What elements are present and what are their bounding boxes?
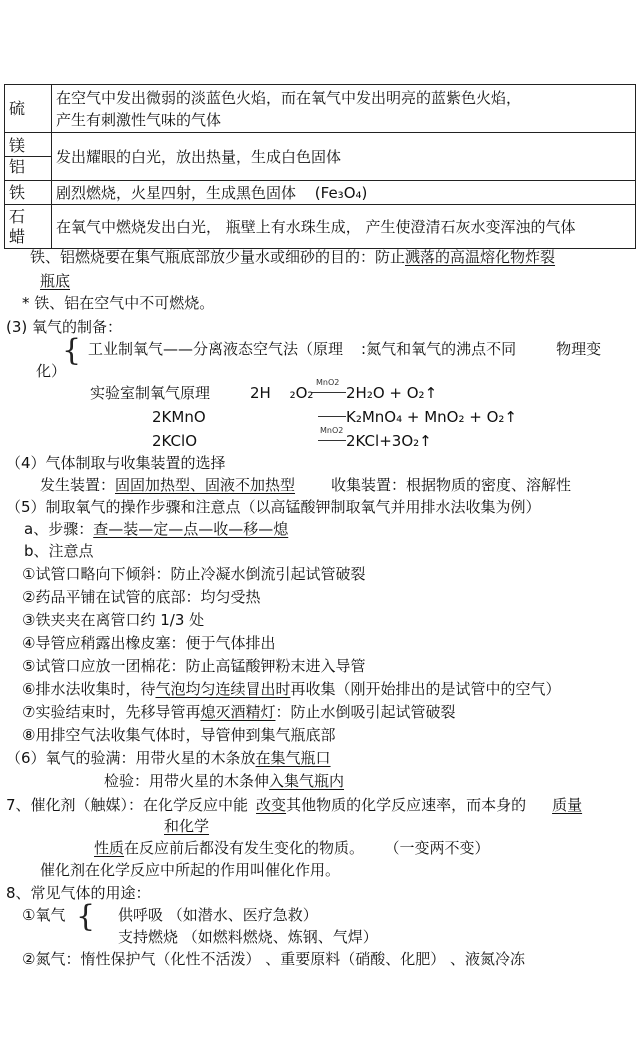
text: ⑦实验结束时，先移导管再 [22, 703, 201, 721]
list-item: ⑧用排空气法收集气体时，导管伸到集气瓶底部 [22, 726, 336, 744]
list-item: ①试管口略向下倾斜：防止冷凝水倒流引起试管破裂 [22, 565, 366, 583]
description-line: 在空气中发出微弱的淡蓝色火焰，而在氧气中发出明亮的蓝紫色火焰， [56, 88, 522, 107]
eq-text: ₂O₂ [289, 384, 314, 402]
description-cell [52, 181, 636, 205]
element-char: 石 [9, 206, 26, 226]
description-cell [52, 85, 636, 133]
list-item: ⑤试管口应放一团棉花：防止高锰酸钾粉末进入导管 [22, 657, 366, 675]
element-cell: 硫 [5, 85, 52, 133]
reaction-arrow [318, 440, 346, 441]
table-row [5, 133, 636, 181]
underlined-text: 入集气瓶内 [269, 772, 345, 790]
text-line [24, 518, 288, 540]
table-row [5, 85, 636, 133]
brace-icon: { [62, 333, 82, 368]
section-title [6, 794, 582, 816]
text: （一变两不变） [392, 839, 490, 857]
text-line [104, 770, 344, 792]
text: ⑥排水法收集时，待 [22, 680, 156, 698]
underlined-text: 质量 [552, 796, 583, 814]
equation: 2KMnO [152, 408, 206, 426]
text-line: 化） [36, 362, 67, 380]
list-item: ②氮气：惰性保护气（化性不活泼） 、重要原料（硝酸、化肥） 、液氮冷冻 [22, 950, 525, 968]
underlined-text: 固固加热型、固液不加热型 [115, 476, 296, 494]
text: 再收集（刚开始排出的是试管中的空气） [290, 680, 561, 698]
equation: 2KClO [152, 432, 198, 450]
list-item [22, 701, 455, 723]
description-line: 产生有刺激性气味的气体 [56, 110, 222, 129]
list-item: ①氧气 [22, 906, 66, 924]
reaction-arrow [318, 416, 346, 417]
element-cell: 铁 [5, 181, 52, 205]
list-item: ②药品平铺在试管的底部：均匀受热 [22, 588, 261, 606]
text: 其他物质的化学反应速率，而本身的 [286, 796, 527, 814]
text: 在反应前后都没有发生变化的物质。 [124, 839, 365, 857]
description-cell: 在氧气中燃烧发出白光， 瓶壁上有水珠生成， 产生使澄清石灰水变浑浊的气体 [52, 205, 636, 249]
eq-text: 2H [250, 384, 271, 402]
text: ：防止水倒吸引起试管破裂 [275, 703, 456, 721]
equation: 2KCl+3O₂↑ [346, 432, 432, 450]
table-row [5, 205, 636, 249]
list-item [22, 678, 560, 700]
underlined-text: 查—装—定—点—收—移—熄 [93, 520, 289, 538]
note-text: 铁、铝燃烧要在集气瓶底部放少量水或细砂的目的：防止 [30, 248, 406, 266]
text: 物理变 [556, 340, 602, 358]
description-text: 剧烈燃烧，火星四射，生成黑色固体 [56, 183, 297, 202]
catalyst-label: MnO2 [320, 426, 344, 435]
text: 7、催化剂（触媒）：在化学反应中能 [6, 796, 249, 814]
text: （6）氧气的验满：用带火星的木条放 [6, 749, 256, 767]
formula-text: (Fe₃O₄) [314, 183, 368, 202]
section-title: (3) 氧气的制备： [6, 318, 123, 336]
text-line [88, 338, 601, 360]
description-cell: 发出耀眼的白光，放出热量，生成白色固体 [52, 133, 636, 181]
underlined-text: 在集气瓶口 [255, 749, 331, 767]
text: a、步骤： [24, 520, 94, 538]
text: 发生装置： [40, 476, 116, 494]
text: :氮气和氧气的沸点不同 [361, 340, 517, 358]
element-char: 镁 [9, 136, 26, 155]
table-row [5, 181, 636, 205]
equation [250, 382, 313, 404]
text: 收集装置：根据物质的密度、溶解性 [331, 476, 572, 494]
text-line: 实验室制氧气原理 [90, 384, 211, 402]
brace-icon: { [76, 899, 96, 934]
list-item: ③铁夹夹在离管口约 1/3 处 [22, 611, 205, 629]
section-title [6, 747, 331, 769]
text-line [94, 837, 490, 859]
underlined-text: 性质 [94, 839, 125, 857]
underlined-text: 和化学 [164, 817, 210, 835]
equation: 2H₂O + O₂↑ [346, 384, 438, 402]
note-line [30, 246, 591, 268]
element-char: 蜡 [9, 226, 26, 246]
underlined-text: 溅落的高温熔化物炸裂 [405, 248, 556, 266]
element-cell [5, 133, 52, 181]
reaction-arrow [312, 392, 346, 393]
element-char: 铝 [5, 156, 51, 177]
text-line: 供呼吸 （如潜水、医疗急救） [118, 906, 318, 924]
section-title: （5）制取氧气的操作步骤和注意点（以高锰酸钾制取氧气并用排水法收集为例） [6, 498, 541, 516]
catalyst-label: MnO2 [316, 378, 340, 387]
note-line: 瓶底 [40, 272, 71, 290]
note-line: * 铁、铝在空气中不可燃烧。 [22, 294, 215, 312]
underlined-text: 熄灭酒精灯 [200, 703, 276, 721]
text-line: b、注意点 [24, 542, 94, 560]
text: 检验：用带火星的木条伸 [104, 772, 270, 790]
underlined-text: 改变 [256, 796, 287, 814]
section-title: （4）气体制取与收集装置的选择 [6, 454, 226, 472]
equation: K₂MnO₄ + MnO₂ + O₂↑ [346, 408, 517, 426]
element-cell [5, 205, 52, 249]
text-line: 催化剂在化学反应中所起的作用叫催化作用。 [40, 861, 341, 879]
combustion-table [4, 84, 636, 249]
section-title: 8、常见气体的用途： [6, 884, 151, 902]
list-item: ④导管应稍露出橡皮塞：便于气体排出 [22, 634, 276, 652]
text: 工业制氧气——分离液态空气法（原理 [88, 340, 344, 358]
underlined-text: 气泡均匀连续冒出时 [155, 680, 291, 698]
text-line [40, 474, 571, 496]
text-line: 支持燃烧 （如燃料燃烧、炼钢、气焊） [118, 928, 378, 946]
